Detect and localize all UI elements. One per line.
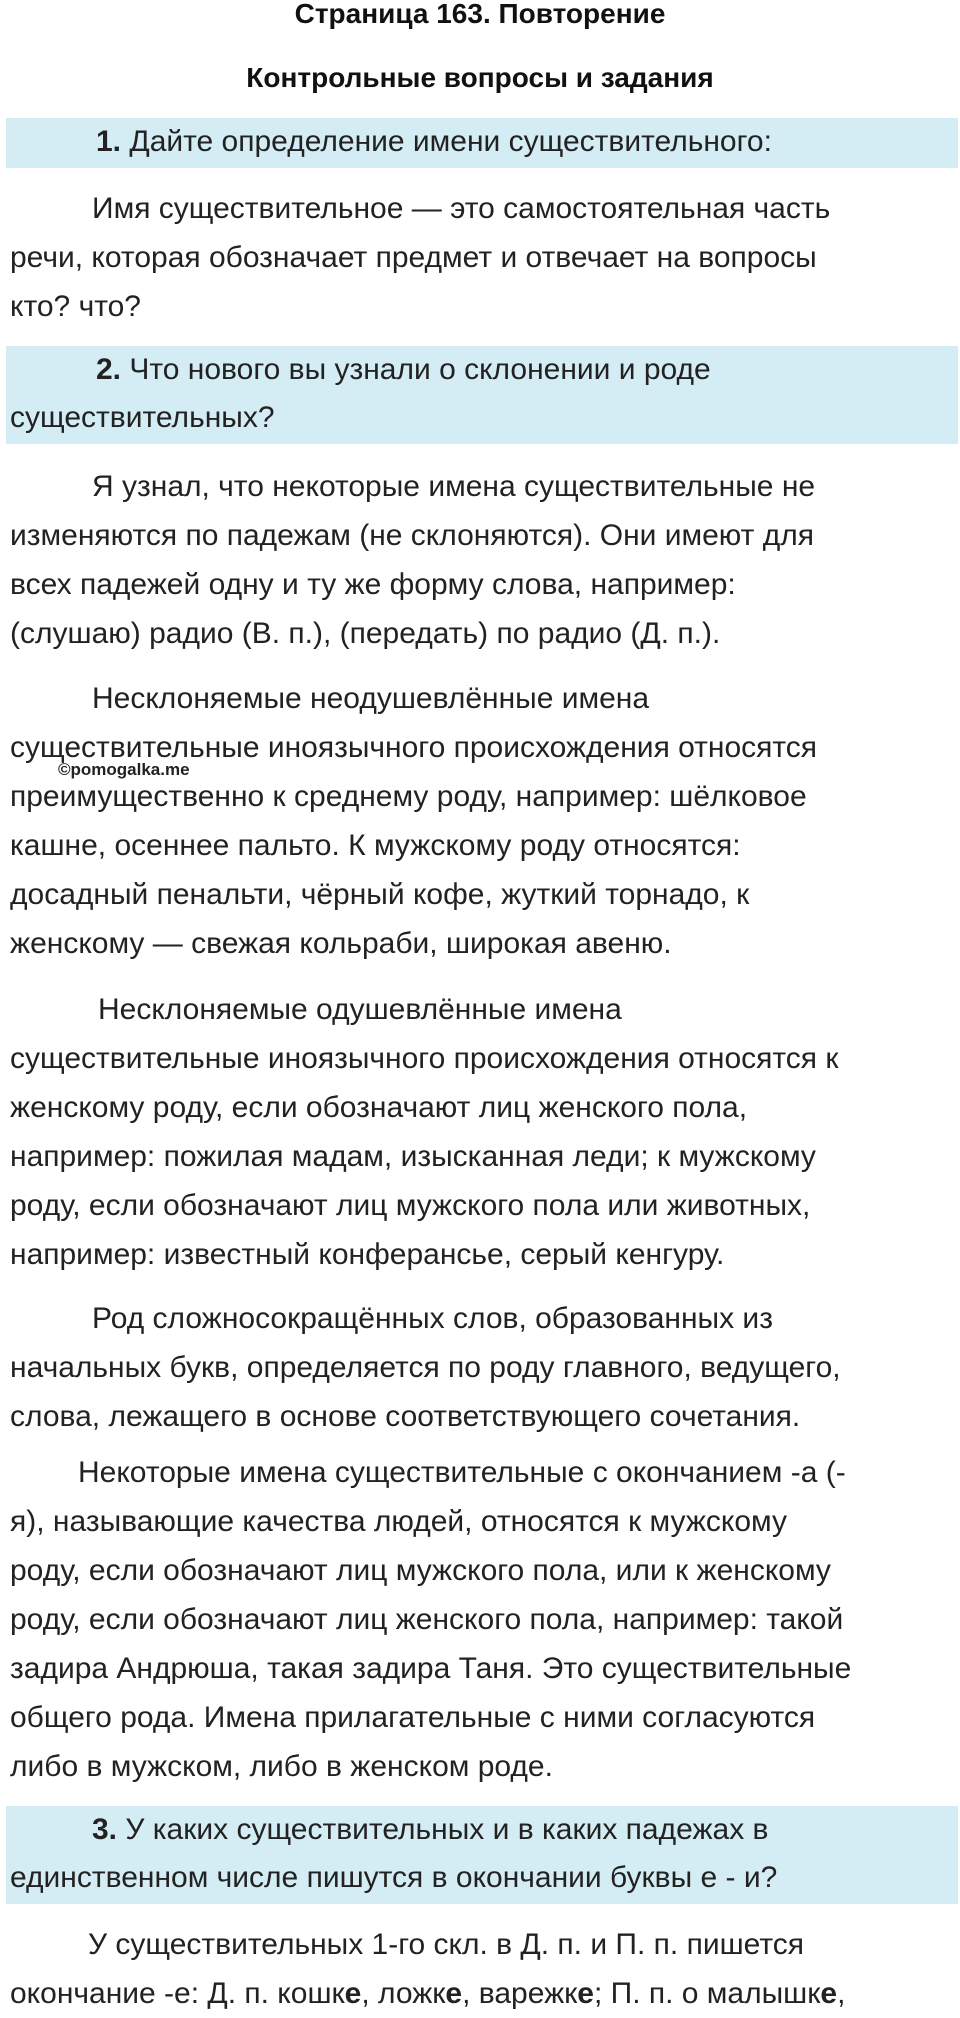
text-line: роду, если обозначают лиц женского пола, например: такой: [10, 1603, 844, 1636]
text-line: например: пожилая мадам, изысканная леди; к мужскому: [10, 1140, 816, 1173]
text-line: существительные иноязычного происхождения относятся к: [10, 1042, 839, 1075]
text-fragment: , ложк: [361, 1977, 446, 2010]
question-text: Что нового вы узнали о склонении и роде: [129, 353, 711, 386]
text-line: (слушаю) радио (В. п.), (передать) по радио (Д. п.).: [10, 617, 721, 650]
text-fragment: ,: [837, 1977, 846, 2010]
text-line: кашне, осеннее пальто. К мужскому роду относятся:: [10, 829, 741, 862]
text-line: досадный пенальти, чёрный кофе, жуткий торнадо, к: [10, 878, 750, 911]
text-line: роду, если обозначают лиц мужского пола или животных,: [10, 1189, 811, 1222]
text-line: слова, лежащего в основе соответствующего сочетания.: [10, 1400, 801, 1433]
question-text: единственном числе пишутся в окончании буквы е - и?: [10, 1861, 778, 1894]
question-1: [6, 118, 958, 168]
ending-letter: е: [820, 1977, 838, 2010]
text-line: Несклоняемые одушевлённые имена: [98, 993, 622, 1026]
ending-letter: е: [577, 1977, 594, 2010]
text-line: общего рода. Имена прилагательные с ними согласуются: [10, 1701, 816, 1734]
text-line: женскому роду, если обозначают лиц женского пола,: [10, 1091, 748, 1124]
ending-letter: е: [445, 1977, 463, 2010]
text-line: задира Андрюша, такая задира Таня. Это существительные: [10, 1652, 852, 1685]
question-2: [6, 346, 958, 444]
text-line: я), называющие качества людей, относятся к мужскому: [10, 1505, 788, 1538]
text-fragment: , варежк: [462, 1977, 578, 2010]
ending-letter: е: [344, 1977, 362, 2010]
question-text: У каких существительных и в каких падежах в: [125, 1813, 769, 1846]
answer-3: [10, 1920, 952, 2018]
text-line: Несклоняемые неодушевлённые имена: [92, 682, 650, 715]
text-fragment: ; П. п. о малышк: [593, 1977, 821, 2010]
text-line: Род сложносокращённых слов, образованных из: [92, 1302, 773, 1335]
question-number: 3.: [92, 1813, 118, 1846]
text-line: кто? что?: [10, 290, 141, 323]
text-line: всех падежей одну и ту же форму слова, например:: [10, 568, 736, 601]
answer-2-paragraph-2: [10, 674, 952, 968]
text-line: преимущественно к среднему роду, например: шёлковое: [10, 780, 807, 813]
text-line: либо в мужском, либо в женском роде.: [10, 1750, 553, 1783]
text-line: У существительных 1-го скл. в Д. п. и П. п. пишется: [88, 1928, 804, 1961]
text-line: Я узнал, что некоторые имена существительные не: [92, 470, 816, 503]
answer-1: [10, 184, 952, 331]
text-line: изменяются по падежам (не склоняются). Они имеют для: [10, 519, 814, 552]
answer-2-paragraph-3: [10, 985, 952, 1279]
text-line: Имя существительное — это самостоятельная часть: [92, 192, 831, 225]
text-line: речи, которая обозначает предмет и отвечает на вопросы: [10, 241, 817, 274]
text-fragment: окончание -е: Д. п. кошк: [10, 1977, 345, 2010]
question-number: 1.: [96, 125, 122, 158]
page-title: Страница 163. Повторение: [294, 0, 666, 29]
text-line: роду, если обозначают лиц мужского пола, или к женскому: [10, 1554, 831, 1587]
question-text: Дайте определение имени существительного:: [129, 125, 772, 158]
answer-2-paragraph-4: [10, 1294, 952, 1441]
page-subtitle: Контрольные вопросы и задания: [246, 62, 714, 93]
text-line: существительные иноязычного происхождения относятся: [10, 731, 818, 764]
question-3: [6, 1806, 958, 1904]
text-line: [10, 1969, 952, 2018]
question-text: существительных?: [10, 401, 275, 434]
text-line: например: известный конферансье, серый кенгуру.: [10, 1238, 725, 1271]
question-number: 2.: [96, 353, 122, 386]
watermark: ©pomogalka.me: [58, 760, 190, 779]
text-line: Некоторые имена существительные с окончанием -а (-: [78, 1456, 846, 1489]
text-line: женскому — свежая кольраби, широкая авеню.: [10, 927, 672, 960]
answer-2-paragraph-5: [10, 1448, 952, 1791]
text-line: начальных букв, определяется по роду главного, ведущего,: [10, 1351, 841, 1384]
answer-2-paragraph-1: [10, 462, 952, 658]
